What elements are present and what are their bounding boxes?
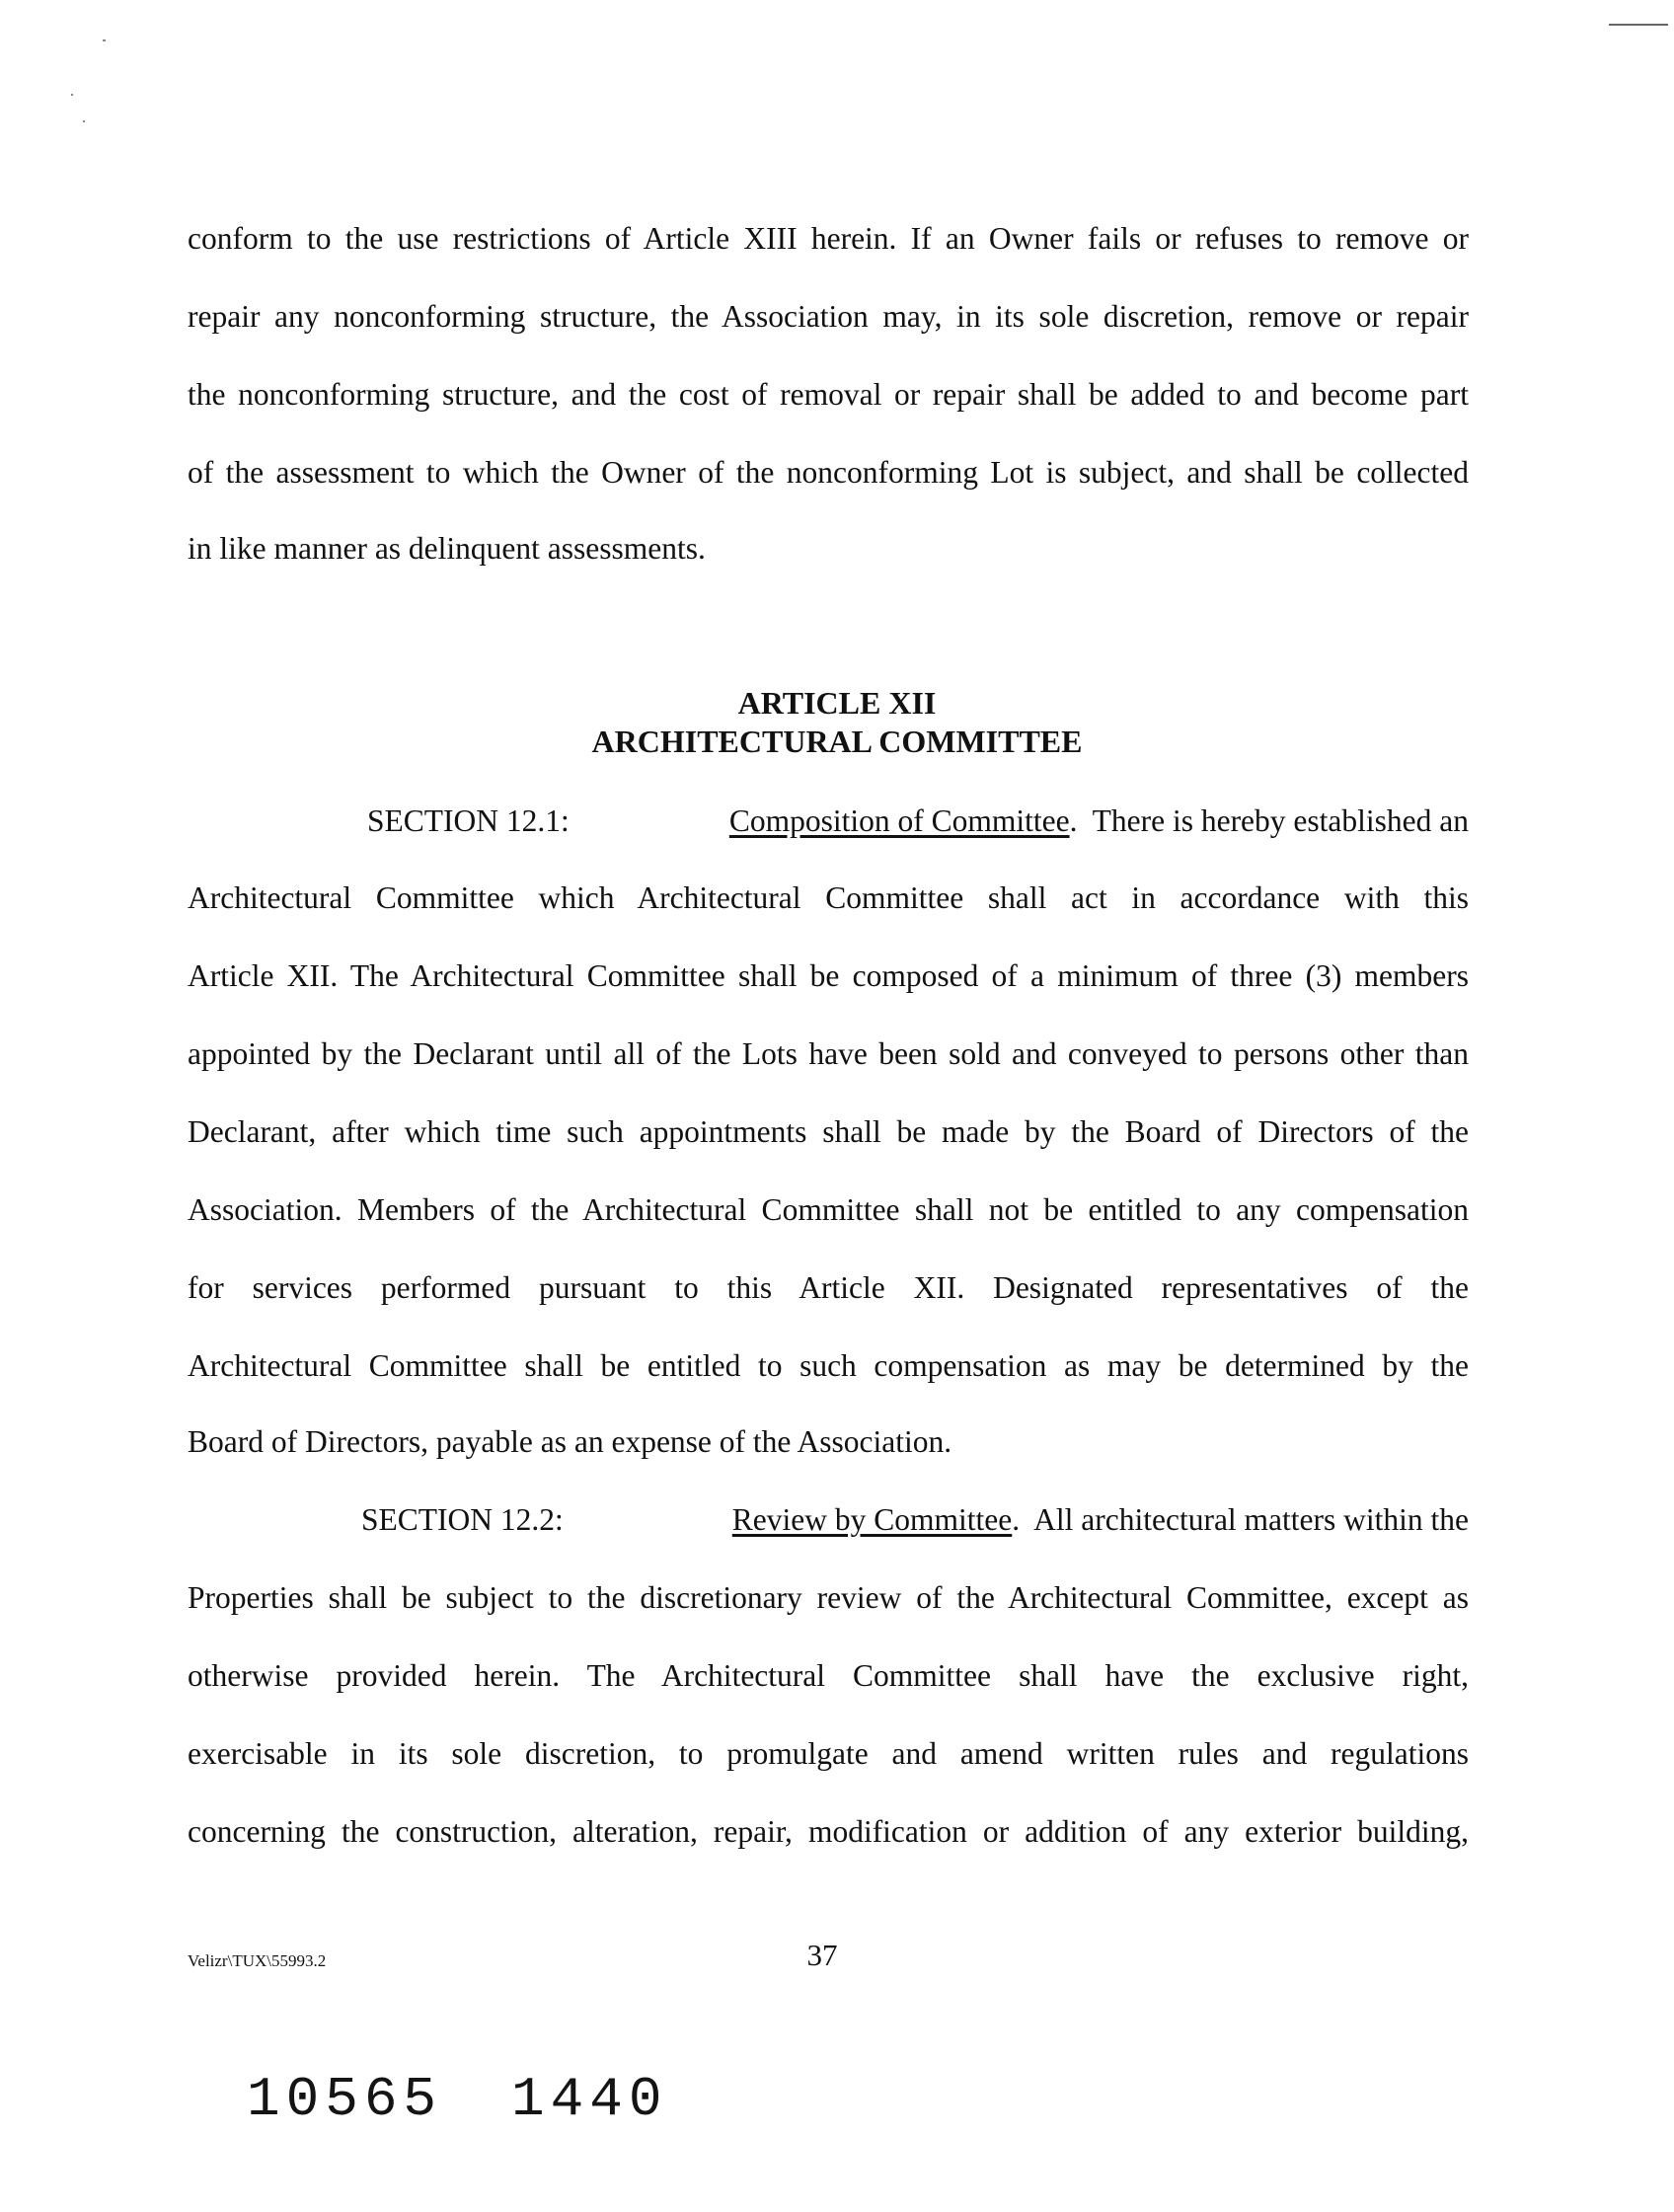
- section-title: Review by Committee: [731, 1502, 1013, 1537]
- stamp-page: 1440: [511, 2068, 668, 2131]
- body-line: Architectural Committee shall be entitled to such compensation as may be determined by the: [188, 1348, 1469, 1383]
- recording-stamp: [247, 2068, 667, 2131]
- section-title: Composition of Committee: [728, 803, 1070, 838]
- body-line: in like manner as delinquent assessments.: [188, 531, 706, 566]
- scan-speck: [83, 120, 85, 122]
- section-title-run: [732, 1500, 1469, 1540]
- body-line: exercisable in its sole discretion, to promulgate and amend written rules and regulations: [188, 1736, 1469, 1771]
- body-line: otherwise provided herein. The Architectural Committee shall have the exclusive right,: [188, 1658, 1469, 1693]
- section-lead: . There is hereby established an: [1069, 803, 1469, 838]
- body-line: concerning the construction, alteration, repair, modification or addition of any exterior building,: [188, 1814, 1469, 1849]
- body-line: of the assessment to which the Owner of the nonconforming Lot is subject, and shall be collected: [188, 455, 1469, 490]
- section-12-2-heading: [361, 1500, 1469, 1540]
- section-title-run: [729, 801, 1469, 841]
- article-number: ARTICLE XII: [737, 685, 937, 721]
- section-lead: . All architectural matters within the: [1012, 1502, 1469, 1537]
- body-line: Architectural Committee which Architectural Committee shall act in accordance with this: [188, 880, 1469, 915]
- body-line: Article XII. The Architectural Committee shall be composed of a minimum of three (3) members: [188, 958, 1469, 993]
- body-line: appointed by the Declarant until all of the Lots have been sold and conveyed to persons other than: [188, 1036, 1469, 1071]
- body-line: Declarant, after which time such appointments shall be made by the Board of Directors of the: [188, 1114, 1469, 1149]
- scan-speck: [103, 39, 106, 41]
- section-12-1-heading: [367, 801, 1469, 841]
- body-line: repair any nonconforming structure, the Association may, in its sole discretion, remove or repair: [188, 299, 1469, 334]
- page-number: 37: [806, 1938, 838, 1972]
- body-line: Board of Directors, payable as an expense of the Association.: [188, 1424, 952, 1459]
- scan-speck: [71, 94, 73, 96]
- body-line: the nonconforming structure, and the cost of removal or repair shall be added to and become part: [188, 377, 1469, 412]
- body-line: for services performed pursuant to this Article XII. Designated representatives of the: [188, 1270, 1469, 1305]
- stamp-volume: 10565: [247, 2068, 443, 2131]
- body-line: Association. Members of the Architectural Committee shall not be entitled to any compensation: [188, 1192, 1469, 1227]
- scan-edge-mark: [1609, 24, 1668, 26]
- section-label: SECTION 12.2:: [361, 1502, 564, 1537]
- body-line: Properties shall be subject to the discretionary review of the Architectural Committee, except as: [188, 1580, 1469, 1615]
- body-line: conform to the use restrictions of Article XIII herein. If an Owner fails or refuses to remove or: [188, 221, 1469, 256]
- document-id: Velizr\TUX\55993.2: [188, 1951, 327, 1970]
- section-label: SECTION 12.1:: [367, 803, 570, 838]
- article-title: ARCHITECTURAL COMMITTEE: [591, 724, 1083, 759]
